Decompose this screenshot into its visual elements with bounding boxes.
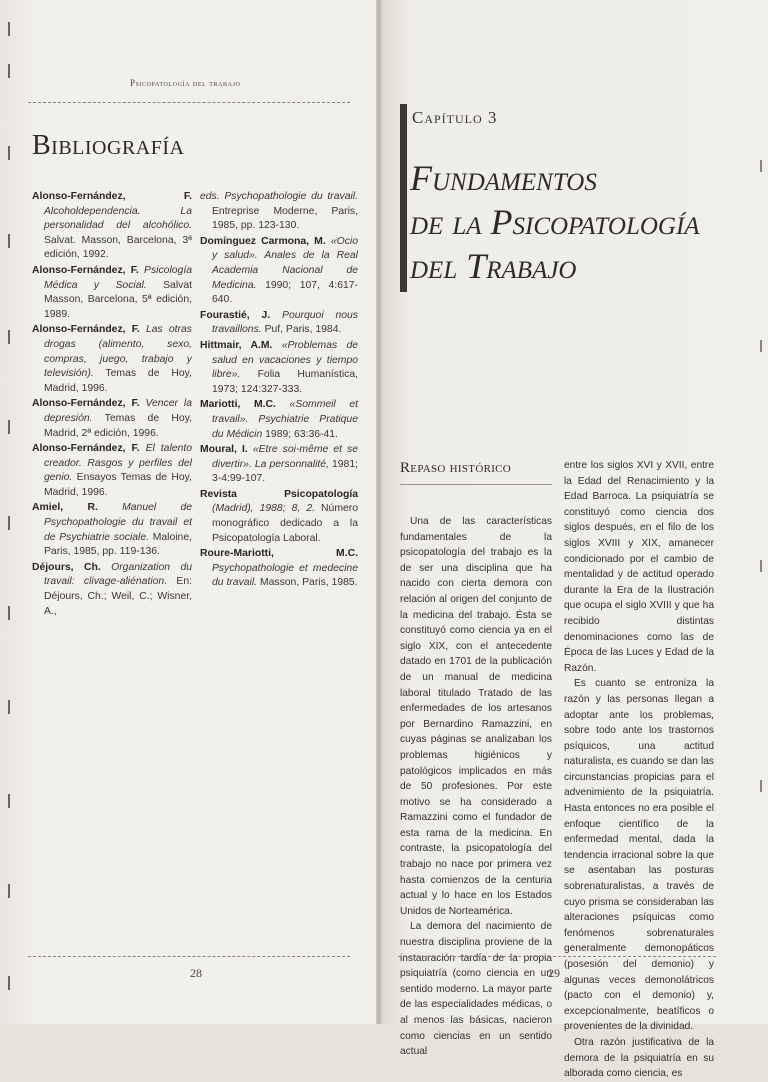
reference-publication: Salvat. Masson, Barcelona, 3ª edición, 1992.	[44, 234, 192, 261]
reference-entry	[200, 235, 358, 308]
reference-title: (Madrid), 1988; 8, 2.	[212, 503, 315, 515]
page-number-left: 28	[190, 966, 202, 980]
reference-title: «Etre soi-même et se divertir». La personnalité,	[212, 444, 359, 470]
reference-publication: 1981; 3-4:99-107.	[212, 458, 358, 485]
edge-mark	[760, 160, 762, 172]
edge-mark	[760, 560, 762, 572]
reference-publication: En: Déjours, Ch.; Weil, C.; Wisner, A.,	[44, 576, 193, 617]
body-paragraph: entre los siglos XVI y XVII, entre la Edad del Renacimiento y la Edad Barroca. La psiquiatría se constituyó como ciencia dos siglos después, en el filo de los siglos XVIII y XIX, amanecer condicionado por el cambio de mentalidad y de actitud operado durante la Era de la Ilustración que ocupa el siglo XVIII y que ha recibido distintas denominaciones como las de Época de las Luces y Edad de la Razón.	[564, 460, 714, 674]
chapter-label: Capítulo 3	[412, 108, 498, 127]
references-column-middle	[200, 190, 358, 592]
reference-publication: Temas de Hoy, Madrid, 1996.	[44, 368, 192, 394]
reference-author: Déjours, Ch.	[32, 561, 101, 573]
edge-mark	[760, 780, 762, 792]
body-column-left	[400, 514, 552, 1060]
binding-mark	[8, 64, 10, 78]
reference-entry	[32, 442, 192, 500]
reference-title: eds. Psychopathologie du travail.	[200, 191, 358, 202]
reference-title: «Problemas de salud en vacaciones y tiempo libre».	[212, 339, 359, 381]
reference-entry	[32, 323, 192, 396]
reference-publication: 1990; 107, 4:617-640.	[212, 279, 358, 306]
chapter-title-line: del Trabajo	[410, 246, 577, 286]
bibliography-title: Bibliografía	[32, 130, 185, 161]
reference-author: Moural, I.	[200, 444, 248, 456]
binding-mark	[8, 516, 10, 530]
reference-title: Vencer la depresión.	[44, 398, 192, 424]
chapter-marker-bar	[400, 104, 407, 292]
reference-author: Domínguez Carmona, M.	[200, 235, 326, 247]
reference-entry	[200, 339, 358, 397]
binding-mark	[8, 146, 10, 160]
reference-title: «Ocio y salud». Anales de la Real Academia Nacional de Medicina.	[212, 235, 359, 291]
reference-author: Amiel, R.	[32, 502, 98, 514]
binding-mark	[8, 700, 10, 714]
reference-title: Manuel de Psychopathologie du travail et de Psychiatrie sociale.	[44, 502, 193, 543]
references-column-left	[32, 190, 192, 620]
reference-publication: Folia Humanística, 1973; 124:327-333.	[212, 369, 358, 395]
reference-publication: Puf, Paris, 1984.	[264, 324, 342, 336]
reference-publication: Salvat Masson, Barcelona, 5ª edición, 1989.	[44, 279, 193, 320]
reference-author: Mariotti, M.C.	[200, 399, 276, 411]
binding-mark	[8, 976, 10, 990]
reference-author: Alonso-Fernández, F.	[32, 264, 139, 276]
binding-mark	[8, 22, 10, 36]
body-paragraph: Es cuanto se entroniza la razón y las personas llegan a adoptar ante los problemas, sobre todo ante los trastornos psíquicos, una actitud naturalista, es cuando se dan las circunstancias propicias para el advenimiento de la psiquiatría. Hasta entonces no era posible el enfoque científico de la enfermedad mental, dada la tendencia irracional sobre la que se asentaban las posturas sobrenaturalistas, a través de cuyo prisma se consideraban las alteraciones psíquicas como fenómenos sobrenaturales generalmente demonopáticos (posesión del demonio) y algunas veces demonolátricos (pacto con el demonio) y, excepcionalmente, beatíficos o provenientes de la divinidad.	[564, 678, 714, 1033]
reference-entry	[200, 309, 358, 338]
reference-publication: Entreprise Moderne, Paris, 1985, pp. 123-130.	[212, 205, 358, 232]
header-rule	[28, 102, 350, 103]
running-head: Psicopatología del trabajo	[130, 78, 241, 88]
reference-entry	[32, 264, 192, 322]
reference-author: Alonso-Fernández, F.	[32, 443, 140, 455]
reference-author: Alonso-Fernández, F.	[32, 191, 192, 202]
binding-mark	[8, 606, 10, 620]
body-column-right	[564, 458, 714, 1082]
reference-title: El talento creador. Rasgos y perfiles del genio.	[44, 443, 192, 484]
reference-title: «Sommeil et travail». Psychiatrie Pratique du Médicin	[212, 399, 359, 440]
body-paragraph: Otra razón justificativa de la demora de la psiquiatría en su alborada como ciencia, es	[564, 1036, 714, 1080]
binding-mark	[8, 330, 10, 344]
reference-entry	[32, 501, 192, 559]
footer-rule	[398, 956, 716, 957]
binding-mark	[8, 884, 10, 898]
reference-entry	[32, 190, 192, 263]
reference-author: Revista Psicopatología	[200, 488, 358, 500]
reference-author: Fourastié, J.	[200, 309, 271, 321]
binding-mark	[8, 794, 10, 808]
binding-mark	[8, 420, 10, 434]
reference-author: Hittmair, A.M.	[200, 339, 273, 351]
reference-publication: Masson, Paris, 1985.	[259, 577, 358, 589]
reference-entry	[200, 190, 358, 234]
chapter-title-line: Fundamentos	[410, 158, 597, 198]
reference-title: Organization du travail: clivage-aliénation.	[44, 561, 192, 588]
reference-author: Roure-Mariotti, M.C.	[200, 548, 358, 560]
footer-rule	[28, 956, 350, 957]
reference-publication: Ensayos Temas de Hoy, Madrid, 1996.	[44, 472, 192, 498]
reference-title: Psicología Médica y Social.	[44, 264, 192, 291]
body-paragraph: Una de las características fundamentales de la psicopatología del trabajo es la de ser una disciplina que ha nacido con cierta demora con relación al origen del conjunto de la medicina del trabajo. Ésta se constituyó como ciencia ya en el siglo XIX, con el antecedente datado en 1701 de la publicación de un manual de medicina laboral titulado Tratado de las enfermedades de los artesanos por Bernardino Ramazzini, en cuyas páginas se analizaban los problemas higiénicos y patológicos implicados en más de 50 profesiones. Por este motivo se ha considerado a Ramazzini como el fundador de esta rama de la medicina. En contraste, la psicopatología del trabajo no nace por primera vez hasta comienzos de la centuria actual y lo hace en los Estados Unidos de Norteamérica.	[400, 516, 552, 917]
reference-entry	[200, 547, 358, 591]
reference-publication: Número monográfico dedicado a la Psicopatología Laboral.	[212, 503, 359, 544]
reference-publication: 1989; 63:36-41.	[265, 428, 338, 440]
reference-author: Alonso-Fernández, F.	[32, 324, 140, 336]
reference-entry	[200, 443, 358, 487]
reference-title: Pourquoi nous travaillons.	[212, 309, 359, 336]
chapter-title-line: de la Psicopatología	[410, 202, 700, 242]
section-title: Repaso histórico	[400, 460, 512, 476]
edge-mark	[760, 340, 762, 352]
chapter-title	[410, 156, 700, 288]
reference-publication: Temas de Hoy, Madrid, 2ª edición, 1996.	[44, 412, 193, 439]
reference-title: Las otras drogas (alimento, sexo, compras, juego, trabajo y televisión).	[44, 324, 192, 380]
reference-entry	[200, 488, 358, 546]
reference-title: Alcoholdependencia. La personalidad del alcohólico.	[44, 205, 192, 232]
binding-mark	[8, 234, 10, 248]
section-rule	[400, 484, 552, 485]
page-number-right: 29	[548, 966, 560, 980]
reference-author: Alonso-Fernández, F.	[32, 398, 140, 410]
reference-title: Psychopathologie et medecine du travail.	[212, 562, 358, 589]
body-paragraph: La demora del nacimiento de nuestra disciplina proviene de la instauración tardía de la propia psiquiatría (como ciencia en un sentido moderno. La mayor parte de las especialidades médicas, o al menos las básicas, nacieron como ciencias en un sentido actual	[400, 921, 552, 1058]
reference-entry	[32, 561, 192, 619]
book-gutter	[376, 0, 382, 1024]
reference-entry	[32, 397, 192, 441]
reference-publication: Maloine, Paris, 1985, pp. 119-136.	[44, 531, 192, 558]
reference-entry	[200, 398, 358, 442]
